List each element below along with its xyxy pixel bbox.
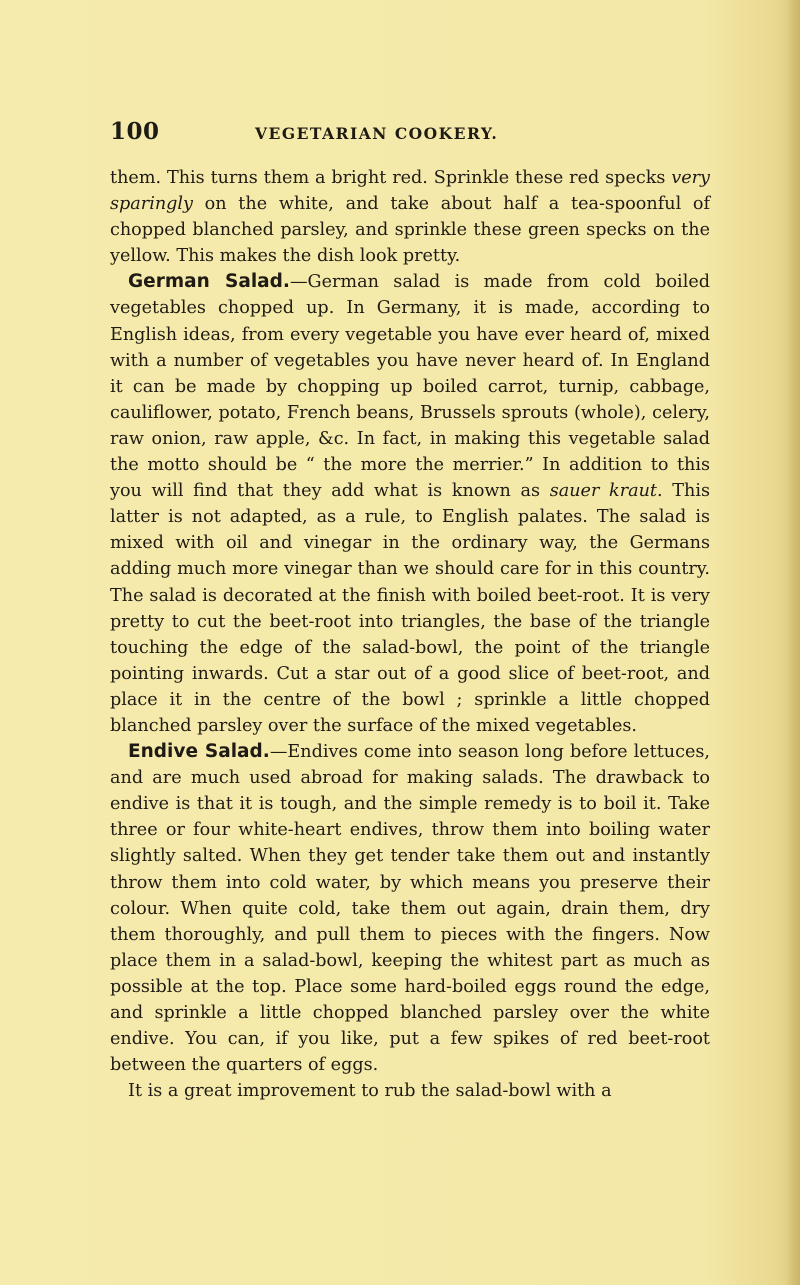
text-run: It is a great improvement to rub the salad-bowl with a: [128, 1081, 612, 1102]
emphasis-text: sauer kraut.: [549, 481, 663, 502]
page-number: 100: [110, 118, 160, 145]
text-run: them. This turns them a bright red. Sprinkle these red specks: [110, 168, 672, 188]
recipe-heading-endive-salad: Endive Salad.: [128, 741, 270, 763]
page-header: [110, 118, 710, 148]
paragraph-german-salad: [110, 269, 710, 739]
paragraph-endive-salad: [110, 739, 710, 1078]
text-run: This latter is not adapted, as a rule, to English palates. The salad is mixed with oil and vinegar in the ordinary way, the Germans adding much more vinegar than we should care for in this country. The salad is decorated at the finish with boiled beet-root. It is very pretty to cut the beet-root into triangles, the base of the triangle touching the edge of the salad-bowl, the point of the triangle pointing inwards. Cut a star out of a good slice of beet-root, and place it in the centre of the bowl ; sprinkle a little chopped blanched parsley over the surface of the mixed vegetables.: [110, 481, 710, 736]
body-text: [110, 165, 710, 1104]
recipe-heading-german-salad: German Salad.: [128, 271, 290, 293]
emphasis-text: very sparingly: [110, 168, 710, 215]
text-run: —Endives come into season long before lettuces, and are much used abroad for making salads. The drawback to endive is that it is tough, and the simple remedy is to boil it. Take three or four white-heart endives, throw them into boiling water slightly salted. When they get tender take them out and instantly throw them into cold water, by which means you preserve their colour. When quite cold, take them out again, drain them, dry them thoroughly, and pull them to pieces with the fingers. Now place them in a salad-bowl, keeping the whitest part as much as possible at the top. Place some hard-boiled eggs round the edge, and sprinkle a little chopped blanched parsley over the white endive. You can, if you like, put a few spikes of red beet-root between the quarters of eggs.: [110, 742, 711, 1076]
text-run: on the white, and take about half a tea-spoonful of chopped blanched parsley, and sprinkle these green specks on the yellow. This makes the dish look pretty.: [110, 194, 710, 267]
running-head: VEGETARIAN COOKERY.: [255, 124, 499, 143]
paragraph-continuation: [110, 165, 710, 269]
paragraph-final-line: [110, 1078, 710, 1104]
text-run: —German salad is made from cold boiled vegetables chopped up. In Germany, it is made, according to English ideas, from every vegetable you have ever heard of, mixed with a number of vegetables you have never heard of. In England it can be made by chopping up boiled carrot, turnip, cabbage, cauliflower, potato, French beans, Brussels sprouts (whole), celery, raw onion, raw apple, &c. In fact, in making this vegetable salad the motto should be “ the more the merrier.” In addition to this you will find that they add what is known as: [110, 272, 710, 502]
page-edge-shadow: [786, 0, 800, 1285]
